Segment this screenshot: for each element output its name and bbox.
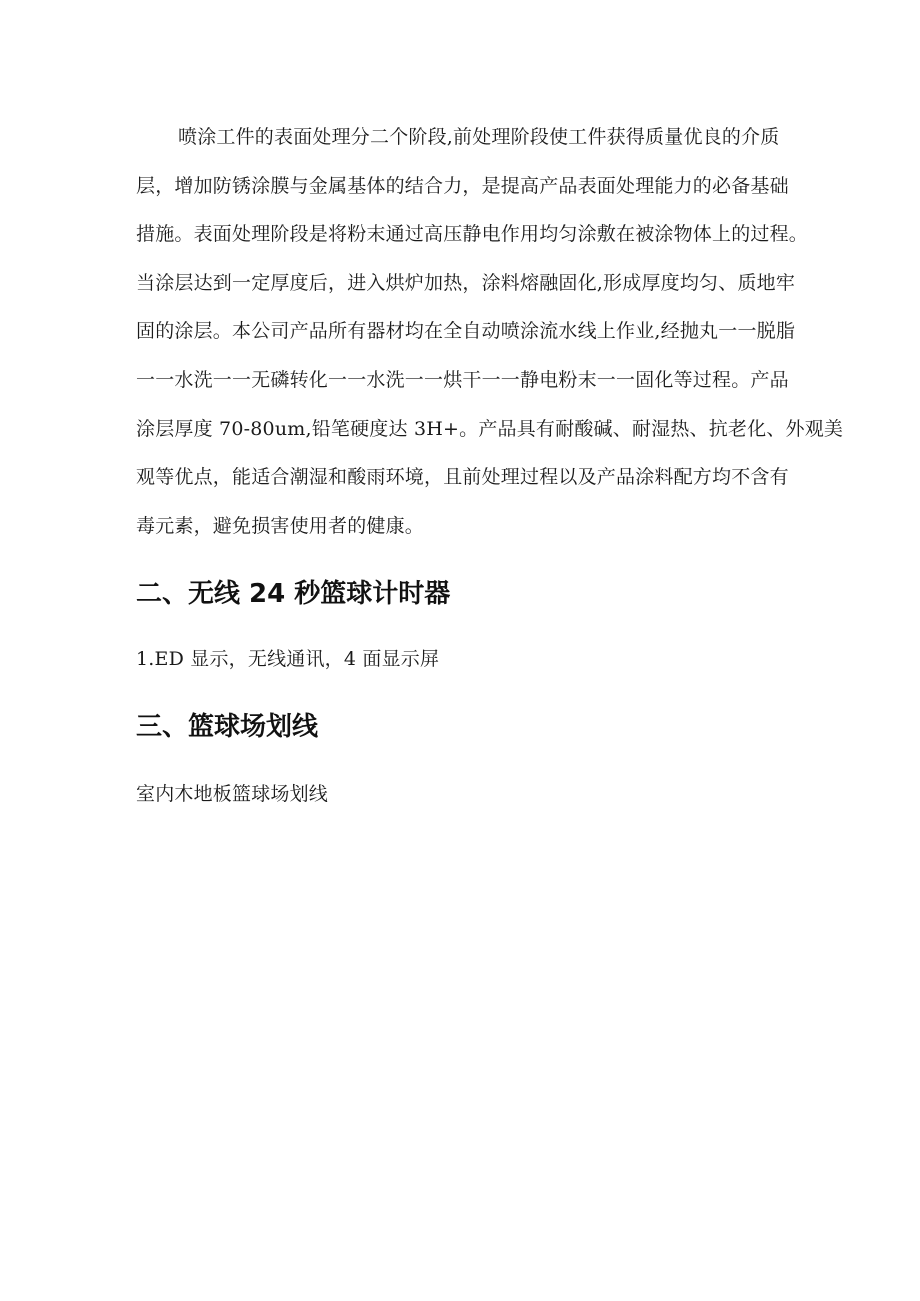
section-two-heading: 二、无线 24 秒篮球计时器 xyxy=(136,579,451,609)
intro-paragraph-line: 措施。表面处理阶段是将粉末通过高压静电作用均匀涂敷在被涂物体上的过程。 xyxy=(136,223,809,245)
intro-paragraph-line: 当涂层达到一定厚度后，进入烘炉加热，涂料熔融固化,形成厚度均匀、质地牢 xyxy=(136,272,796,294)
intro-paragraph-line: 喷涂工件的表面处理分二个阶段,前处理阶段使工件获得质量优良的介质 xyxy=(178,126,780,148)
intro-paragraph-line: 毒元素，避免损害使用者的健康。 xyxy=(136,515,425,537)
intro-paragraph-line: 涂层厚度 70-80um,铅笔硬度达 3H+。产品具有耐酸碱、耐湿热、抗老化、外观美 xyxy=(136,418,844,440)
section-three-heading: 三、篮球场划线 xyxy=(136,712,319,742)
intro-paragraph-line: 层，增加防锈涂膜与金属基体的结合力，是提高产品表面处理能力的必备基础 xyxy=(136,175,789,197)
intro-paragraph-line: 观等优点，能适合潮湿和酸雨环境，且前处理过程以及产品涂料配方均不含有 xyxy=(136,466,789,488)
section-two-body: 1.ED 显示，无线通讯，4 面显示屏 xyxy=(136,648,440,670)
intro-paragraph-line: 固的涂层。本公司产品所有器材均在全自动喷涂流水线上作业,经抛丸一一脱脂 xyxy=(136,320,796,342)
intro-paragraph-line: 一一水洗一一无磷转化一一水洗一一烘干一一静电粉末一一固化等过程。产品 xyxy=(136,369,789,391)
section-three-body: 室内木地板篮球场划线 xyxy=(136,783,329,805)
